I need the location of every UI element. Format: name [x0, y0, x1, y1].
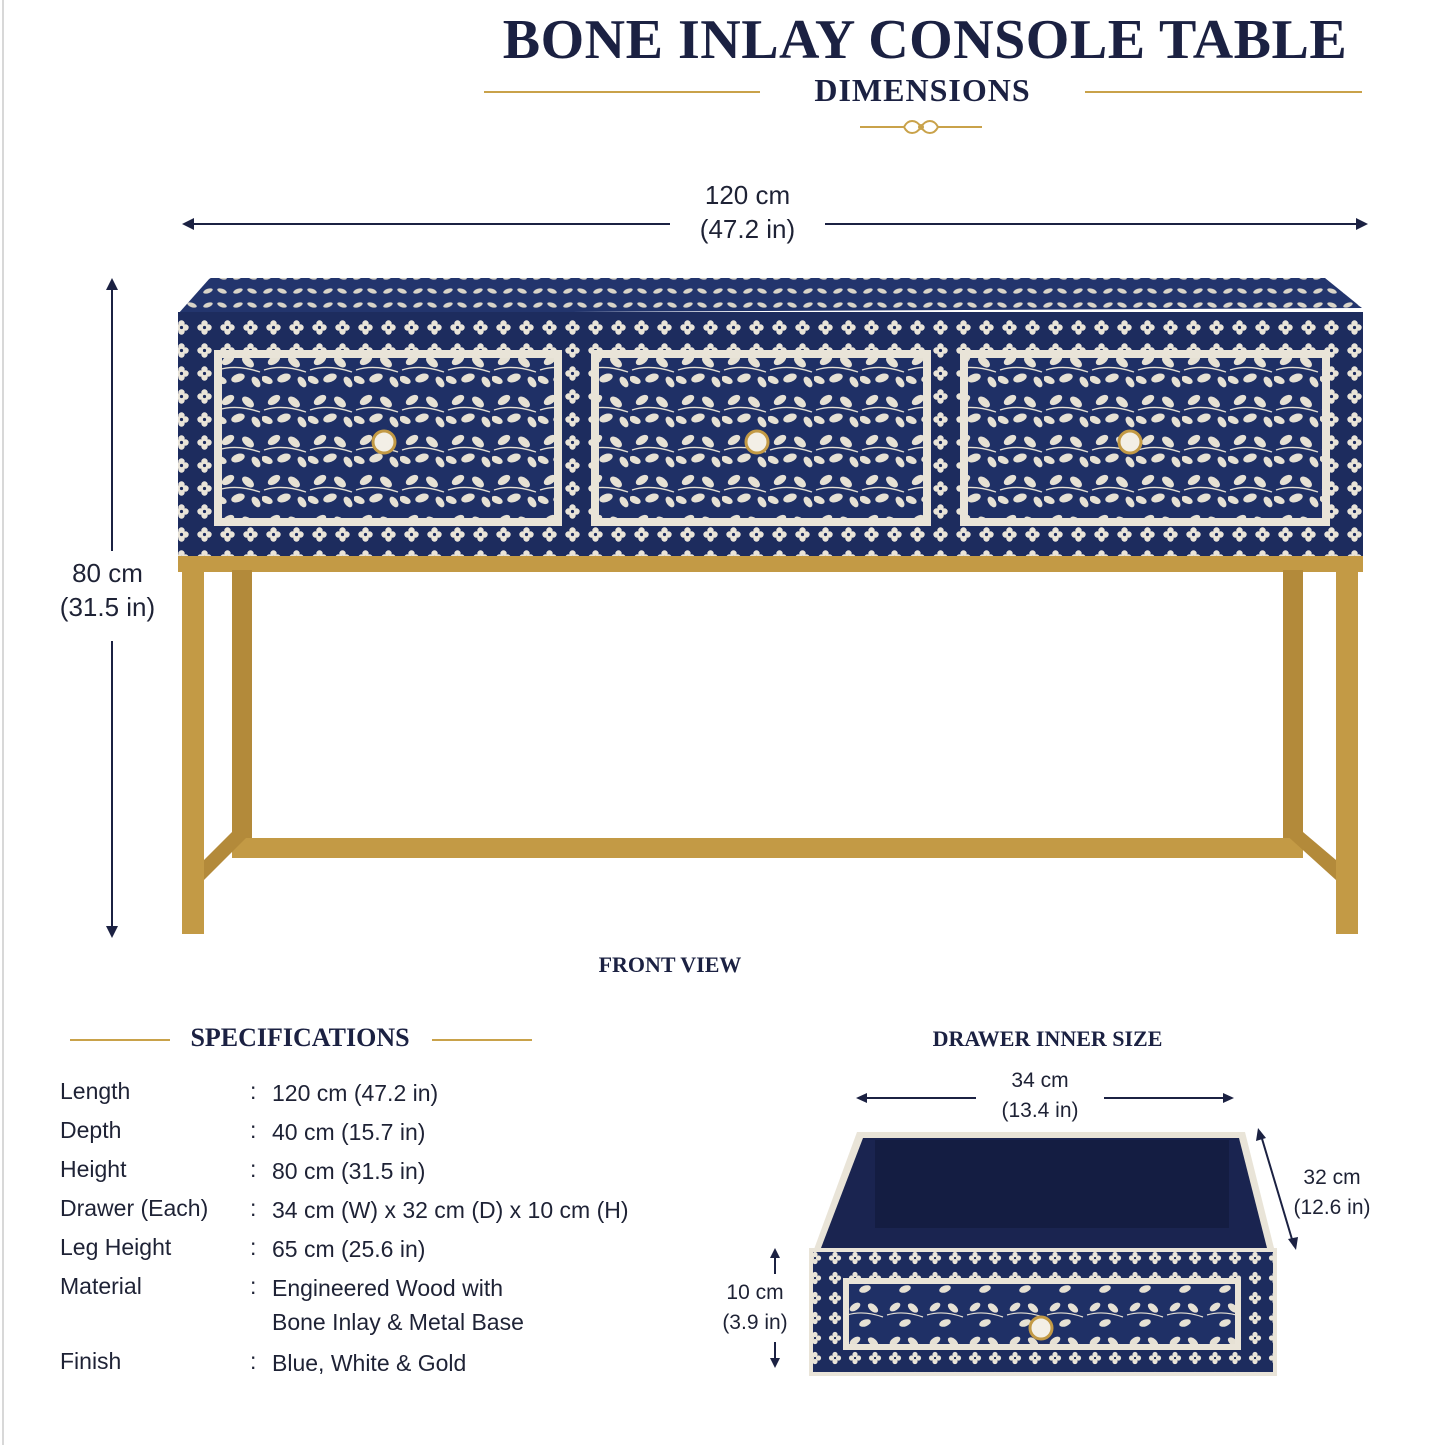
- drawer-heading: DRAWER INNER SIZE: [932, 1026, 1163, 1051]
- console-table-image: [170, 270, 1370, 942]
- drawer-width-label: [980, 1066, 1100, 1126]
- spec-label: Material: [60, 1273, 142, 1299]
- spec-colon: :: [250, 1195, 257, 1221]
- spec-label: Height: [60, 1156, 127, 1182]
- ornament-icon: [860, 116, 982, 138]
- drawer-image: [805, 1128, 1280, 1380]
- width-label: [660, 178, 835, 246]
- spec-colon: :: [250, 1078, 257, 1104]
- drawer-width-in: (13.4 in): [1001, 1099, 1079, 1122]
- subtitle-rule-left: [484, 91, 760, 93]
- spec-label: Length: [60, 1078, 131, 1104]
- spec-value-line2: Bone Inlay & Metal Base: [272, 1309, 524, 1335]
- spec-colon: :: [250, 1273, 257, 1299]
- spec-value: 34 cm (W) x 32 cm (D) x 10 cm (H): [272, 1197, 629, 1223]
- spec-colon: :: [250, 1348, 257, 1374]
- drawer-width-cm: 34 cm: [1011, 1069, 1069, 1092]
- spec-value: Blue, White & Gold: [272, 1350, 467, 1376]
- height-label: [40, 556, 175, 624]
- specifications-heading: SPECIFICATIONS: [190, 1023, 410, 1052]
- height-cm: 80 cm: [72, 558, 143, 588]
- drawer-depth-cm: 32 cm: [1303, 1166, 1361, 1189]
- spec-label: Finish: [60, 1348, 122, 1374]
- spec-label: Drawer (Each): [60, 1195, 209, 1221]
- drawer-height-label: [712, 1278, 798, 1338]
- spec-colon: :: [250, 1234, 257, 1260]
- spec-colon: :: [250, 1117, 257, 1143]
- spec-label: Depth: [60, 1117, 122, 1143]
- drawer-depth-in: (12.6 in): [1293, 1196, 1371, 1219]
- front-view-label: FRONT VIEW: [598, 952, 742, 977]
- spec-rule-right: [432, 1039, 532, 1041]
- height-in: (31.5 in): [59, 592, 156, 622]
- spec-value: 65 cm (25.6 in): [272, 1236, 426, 1262]
- page-left-border: [2, 0, 4, 1445]
- width-cm: 120 cm: [704, 180, 791, 210]
- width-in: (47.2 in): [699, 214, 796, 244]
- page-title: BONE INLAY CONSOLE TABLE: [502, 9, 1348, 71]
- page-subtitle: DIMENSIONS: [814, 72, 1031, 108]
- drawer-height-cm: 10 cm: [726, 1281, 784, 1304]
- spec-value: 80 cm (31.5 in): [272, 1158, 426, 1184]
- spec-value: 40 cm (15.7 in): [272, 1119, 426, 1145]
- spec-colon: :: [250, 1156, 257, 1182]
- spec-value: Engineered Wood with: [272, 1275, 503, 1301]
- spec-label: Leg Height: [60, 1234, 172, 1260]
- subtitle-rule-right: [1085, 91, 1362, 93]
- drawer-depth-label: [1282, 1163, 1382, 1223]
- drawer-height-in: (3.9 in): [722, 1311, 788, 1334]
- spec-value: 120 cm (47.2 in): [272, 1080, 439, 1106]
- spec-rule-left: [70, 1039, 170, 1041]
